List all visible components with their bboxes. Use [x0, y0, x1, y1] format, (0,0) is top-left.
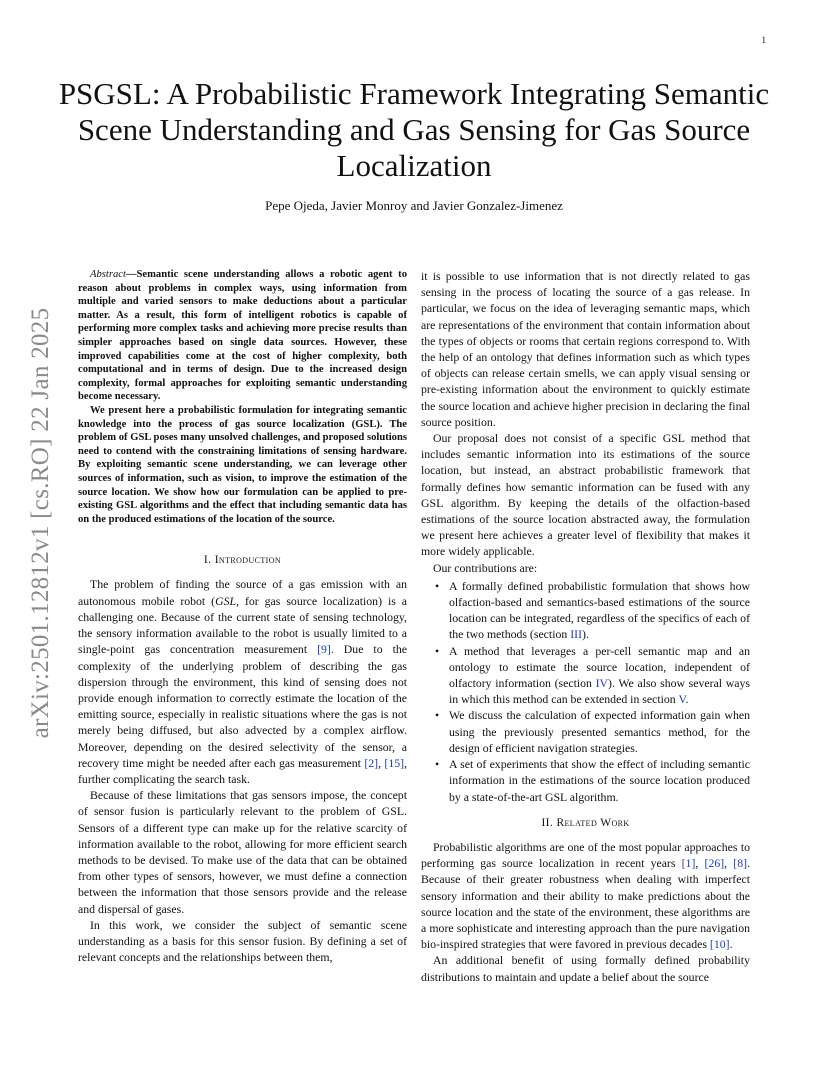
intro-paragraph-4: Our proposal does not consist of a specific GSL method that includes semantic information into its estimations of the source location, but instead, an abstract probabilistic framework that formally defines how semantic information can be fused with any GSL algorithm. By keeping the details of the olfaction-based estimations of the source location abstracted away, the formulation we present here achieves a greater level of flexibility that makes it more widely applicable.: [421, 431, 750, 559]
list-item: • A formally defined probabilistic formulation that shows how olfaction-based and semantics-based estimations of the source location can be integrated, regardless of the specifics of each of the two methods (section III).: [449, 578, 750, 643]
abstract-paragraph-2: We present here a probabilistic formulation for integrating semantic knowledge into the process of gas source localization (GSL). The problem of GSL poses many unsolved challenges, and proposed solutions need to contend with the constraining limitations of sensing hardware. By exploiting semantic scene understanding, we can leverage other sources of information, such as vision, to improve the estimation of the source location. We show how our formulation can be applied to pre-existing GSL algorithms and the effect that including semantic data has on the produced estimations of the location of the source.: [78, 404, 407, 525]
section-heading-introduction: I. Introduction: [203, 554, 282, 567]
citation-link[interactable]: [15]: [384, 755, 405, 770]
intro-paragraph-3-continued: it is possible to use information that is not directly related to gas sensing in the process of locating the source of a gas release. In particular, we focus on the idea of leveraging semantic maps, which are representations of the environment that contain information about the types of objects or rooms that certain regions correspond to. With the help of an ontology that defines information such as which types of objects can release certain smells, we can apply visual sensing or pre-existing information about the environment to quickly estimate the source location and achieve higher precision in declaring the final source position.: [421, 269, 750, 429]
paper-title: PSGSL: A Probabilistic Framework Integrating Semantic Scene Understanding and Gas Sensing for Gas Source Localization: [58, 76, 770, 183]
intro-paragraph-3: In this work, we consider the subject of semantic scene understanding as a basis for this sensor fusion. By defining a set of relevant concepts and the relationships between them,: [78, 917, 407, 965]
related-paragraph-2: An additional benefit of using formally defined probability distributions to maintain and update a belief about the source: [421, 953, 750, 984]
related-paragraph-1: Probabilistic algorithms are one of the most popular approaches to performing gas source localization in recent years [1], [26], [8]. Because of their greater robustness when dealing with imperfect sensory information and their ability to make predictions about the source location and the state of the environment, these algorithms are a more sophisticate and interesting approach than the pure navigation bio-inspired strategies that were favored in previous decades [10].: [421, 839, 751, 952]
section-link[interactable]: IV: [595, 676, 609, 691]
section-heading-related-work: II. Related Work: [541, 816, 630, 829]
citation-link[interactable]: [2]: [364, 755, 379, 770]
citation-link[interactable]: [8]: [733, 856, 748, 871]
section-link[interactable]: III: [570, 627, 583, 642]
citation-link[interactable]: [1]: [681, 856, 696, 871]
section-link[interactable]: V: [678, 692, 686, 707]
list-item: • A method that leverages a per-cell semantic map and an ontology to estimate the source location, independent of olfactory information (section IV). We also show several ways in which this method can be extended in section V.: [449, 643, 750, 708]
list-item: • A set of experiments that show the effect of including semantic information in the estimations of the source location produced by a state-of-the-art GSL algorithm.: [449, 756, 750, 805]
contributions-list: [421, 578, 750, 805]
list-item: • We discuss the calculation of expected information gain when using the previously presented semantics method, for the design of efficient navigation strategies.: [449, 707, 750, 756]
abstract-lead: Abstract: [90, 269, 126, 280]
arxiv-identifier-text: arXiv:2501.12812v1 [cs.RO] 22 Jan 2025: [27, 307, 54, 739]
abstract-paragraph-1: —Semantic scene understanding allows a robotic agent to reason about problems in complex ways, using information from multiple and varied sensors to make deductions about a particular matter. As a result, this form of intelligent robotics is capable of performing more complex tasks and achieving more precise results than simpler approaches based on single data sources. However, these improved capabilities come at the cost of higher complexity, both computational and in terms of design. Due to the increased design complexity, formal approaches for exploiting semantic understanding become necessary.: [78, 269, 407, 403]
page-number: 1: [761, 35, 766, 45]
contributions-lead: Our contributions are:: [433, 560, 538, 575]
left-column: [78, 268, 407, 965]
abstract: [78, 268, 407, 526]
intro-paragraph-2: Because of these limitations that gas sensors impose, the concept of sensor fusion is particularly relevant to the problem of GSL. Sensors of a different type can make up for the relative scarcity of information available to the robot, allowing for more efficient search methods to be devised. To make use of the data that can be obtained from other types of sensors, however, we must define a connection between the information that those sensors provide and the release and dispersal of gases.: [78, 788, 407, 916]
citation-link[interactable]: [26]: [704, 856, 725, 871]
author-list: Pepe Ojeda, Javier Monroy and Javier Gonzalez-Jimenez: [265, 198, 563, 213]
intro-paragraph-1: The problem of finding the source of a gas emission with an autonomous mobile robot (GSL, for gas source localization) is a challenging one. Because of the current state of sensing technology, the sensory information available to the robot is usually limited to a single-point gas concentration measurement [9]. Due to the complexity of the underlying problem of describing the gas dispersion through the environment, this kind of sensing does not provide enough information to correctly estimate the location of the emitting source, especially in realistic situations where the gas is not merely being diffused, but also advected by a complex airflow. Moreover, depending on the desired selectivity of the sensor, a recovery time might be needed after each gas measurement [2], [15], further complicating the search task.: [78, 577, 407, 786]
right-column: [421, 268, 750, 985]
citation-link[interactable]: [9]: [317, 642, 331, 657]
citation-link[interactable]: [10]: [709, 937, 730, 952]
